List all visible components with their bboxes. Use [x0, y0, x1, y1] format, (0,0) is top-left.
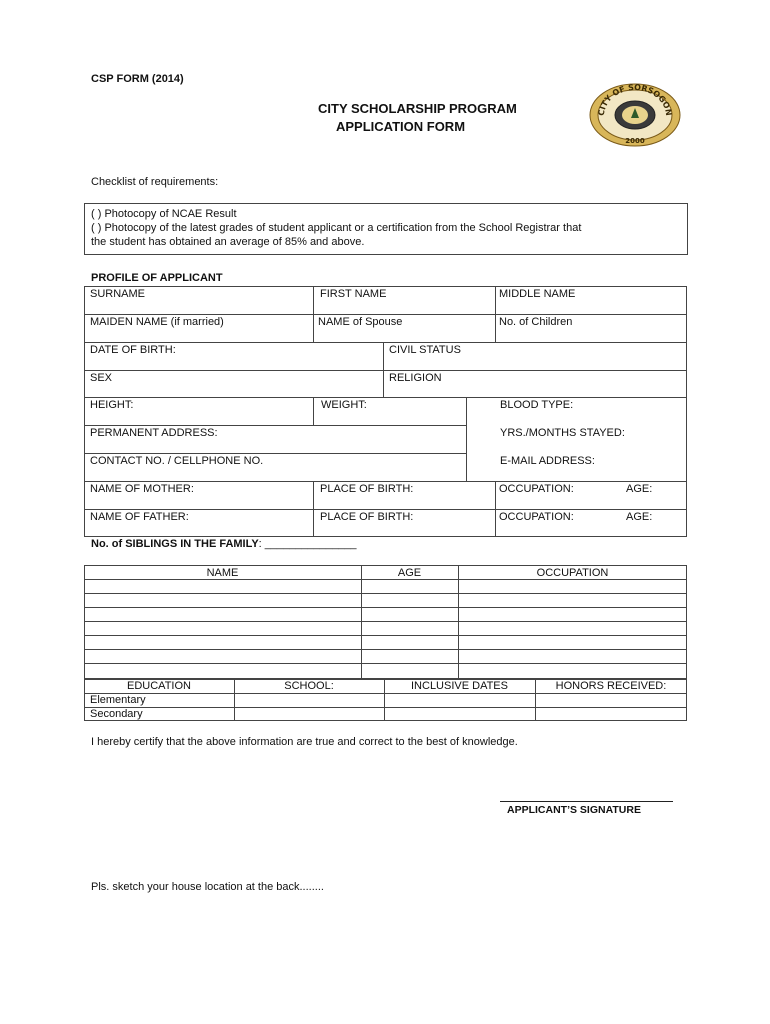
field-permanent-address[interactable]: PERMANENT ADDRESS: [90, 427, 218, 439]
education-col-dates: INCLUSIVE DATES [411, 680, 508, 692]
field-first-name[interactable]: FIRST NAME [320, 288, 387, 300]
field-blood-type[interactable]: BLOOD TYPE: [500, 399, 574, 411]
siblings-col-name: NAME [206, 567, 239, 579]
education-row-secondary: Secondary [90, 708, 143, 720]
certification-statement: I hereby certify that the above information are true and correct to the best of knowledge. [91, 736, 518, 748]
checklist-label: Checklist of requirements: [91, 176, 219, 188]
field-name-of-father[interactable]: NAME OF FATHER: [90, 511, 189, 523]
seal-year: 2000 [625, 137, 645, 145]
field-name-of-mother[interactable]: NAME OF MOTHER: [90, 483, 194, 495]
field-religion[interactable]: RELIGION [389, 372, 442, 384]
field-spouse-name[interactable]: NAME of Spouse [318, 316, 403, 328]
siblings-col-occupation: OCCUPATION [536, 567, 609, 579]
field-father-age[interactable]: AGE: [626, 511, 653, 523]
field-middle-name[interactable]: MIDDLE NAME [499, 288, 576, 300]
field-contact-number[interactable]: CONTACT NO. / CELLPHONE NO. [90, 455, 264, 467]
form-code: CSP FORM (2014) [91, 73, 184, 85]
signature-line[interactable] [500, 801, 673, 802]
siblings-label: No. of SIBLINGS IN THE FAMILY [91, 538, 259, 550]
signature-label: APPLICANT’S SIGNATURE [507, 804, 641, 816]
field-mother-place-of-birth[interactable]: PLACE OF BIRTH: [320, 483, 414, 495]
education-col-honors: HONORS RECEIVED: [555, 680, 667, 692]
field-date-of-birth[interactable]: DATE OF BIRTH: [90, 344, 176, 356]
field-father-occupation[interactable]: OCCUPATION: [499, 511, 574, 523]
form-title-line2: APPLICATION FORM [336, 119, 466, 134]
field-mother-occupation[interactable]: OCCUPATION: [499, 483, 574, 495]
field-surname[interactable]: SURNAME [90, 288, 146, 300]
profile-heading: PROFILE OF APPLICANT [91, 272, 223, 284]
footer-note: Pls. sketch your house location at the back........ [91, 881, 324, 893]
checklist-item-grades-cont: the student has obtained an average of 85% and above. [91, 236, 365, 248]
field-father-place-of-birth[interactable]: PLACE OF BIRTH: [320, 511, 414, 523]
seal-top-text: CITY OF SORSOGON [596, 83, 674, 117]
education-col-education: EDUCATION [127, 680, 191, 692]
field-height[interactable]: HEIGHT: [90, 399, 134, 411]
siblings-label-row [91, 538, 357, 550]
field-mother-age[interactable]: AGE: [626, 483, 653, 495]
form-title-line1: CITY SCHOLARSHIP PROGRAM [318, 101, 517, 116]
siblings-col-age: AGE [397, 567, 422, 579]
field-civil-status[interactable]: CIVIL STATUS [389, 344, 461, 356]
field-sex[interactable]: SEX [90, 372, 113, 384]
education-row-elementary: Elementary [90, 694, 146, 706]
checklist-item-grades: ( ) Photocopy of the latest grades of student applicant or a certification from the School Registrar that [91, 222, 582, 234]
field-maiden-name[interactable]: MAIDEN NAME (if married) [90, 316, 224, 328]
city-seal-logo [588, 83, 682, 147]
checklist-item-ncae: ( ) Photocopy of NCAE Result [91, 208, 237, 220]
field-email-address[interactable]: E-MAIL ADDRESS: [500, 455, 595, 467]
field-weight[interactable]: WEIGHT: [321, 399, 367, 411]
siblings-count-blank[interactable]: : _______________ [258, 538, 357, 550]
field-yrs-months-stayed[interactable]: YRS./MONTHS STAYED: [500, 427, 625, 439]
siblings-table [84, 565, 687, 679]
field-no-of-children[interactable]: No. of Children [499, 316, 573, 328]
education-col-school: SCHOOL: [284, 680, 334, 692]
